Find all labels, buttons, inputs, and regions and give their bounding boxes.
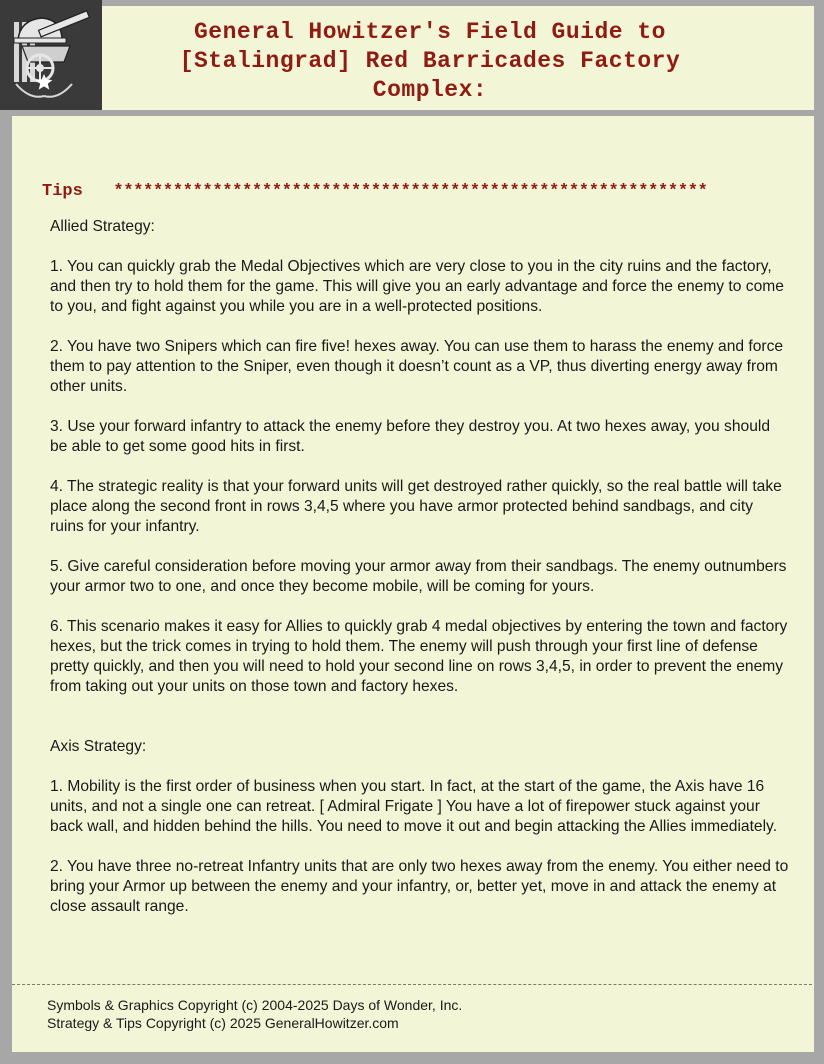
allied-tip-1: 1. You can quickly grab the Medal Objectives which are very close to you in the city ruins and the factory, and then try to hold them for the game. This will give you an early advantage and force the enemy to come to you, and fight against you while you are in a well-protected positions.	[50, 258, 784, 315]
copyright-strategy: Strategy & Tips Copyright (c) 2025 GeneralHowitzer.com	[47, 1015, 399, 1031]
tips-heading: Tips	[42, 182, 83, 201]
guide-content	[50, 217, 790, 937]
axis-tip-1: 1. Mobility is the first order of business when you start. In fact, at the start of the game, the Axis have 16 units, and not a single one can retreat. [ Admiral Frigate ] You have a lot of firepower stuck against your back wall, and hidden behind the hills. You need to move it out and begin attacking the Allies immediately.	[50, 778, 778, 835]
axis-tip-2: 2. You have three no-retreat Infantry units that are only two hexes away from the enemy. You either need to bring your Armor up between the enemy and your infantry, or, better yet, move in and attack the enemy at close assault range.	[50, 858, 789, 915]
allied-strategy-heading: Allied Strategy:	[50, 218, 155, 235]
copyright-graphics: Symbols & Graphics Copyright (c) 2004-2025 Days of Wonder, Inc.	[47, 997, 463, 1013]
footer-divider	[12, 984, 812, 985]
frame-left	[0, 110, 12, 1054]
header-divider-bar	[12, 110, 814, 116]
page-title	[130, 18, 730, 105]
axis-strategy-heading: Axis Strategy:	[50, 738, 147, 755]
allied-tip-6: 6. This scenario makes it easy for Allies to quickly grab 4 medal objectives by entering the town and factory hexes, but the trick comes in trying to hold them. The enemy will push through your first line of defense pretty quickly, and then you will need to hold your second line on rows 3,4,5, in order to prevent the enemy from taking out your units on those town and factory hexes.	[50, 618, 788, 695]
frame-top	[102, 0, 824, 6]
footer	[47, 996, 462, 1032]
title-line-2: [Stalingrad] Red Barricades Factory	[179, 48, 681, 74]
general-howitzer-logo-icon	[0, 0, 102, 110]
title-line-3: Complex:	[372, 77, 488, 103]
frame-bottom	[0, 1052, 824, 1064]
tips-stars-divider: ************************************************************	[113, 182, 708, 201]
tips-heading-row	[42, 182, 708, 201]
frame-right	[814, 0, 824, 1064]
allied-tip-5: 5. Give careful consideration before moving your armor away from their sandbags. The enemy outnumbers your armor two to one, and once they become mobile, will be coming for yours.	[50, 558, 787, 595]
title-line-1: General Howitzer's Field Guide to	[194, 19, 666, 45]
allied-tip-4: 4. The strategic reality is that your forward units will get destroyed rather quickly, so the real battle will take place along the second front in rows 3,4,5 where you have armor protected behind sandbags, and city ruins for your infantry.	[50, 478, 782, 535]
allied-tip-2: 2. You have two Snipers which can fire five! hexes away. You can use them to harass the enemy and force them to pay attention to the Sniper, even though it doesn’t count as a VP, thus diverting energy away from other units.	[50, 338, 784, 395]
allied-tip-3: 3. Use your forward infantry to attack the enemy before they destroy you. At two hexes away, you should be able to get some good hits in first.	[50, 418, 770, 455]
